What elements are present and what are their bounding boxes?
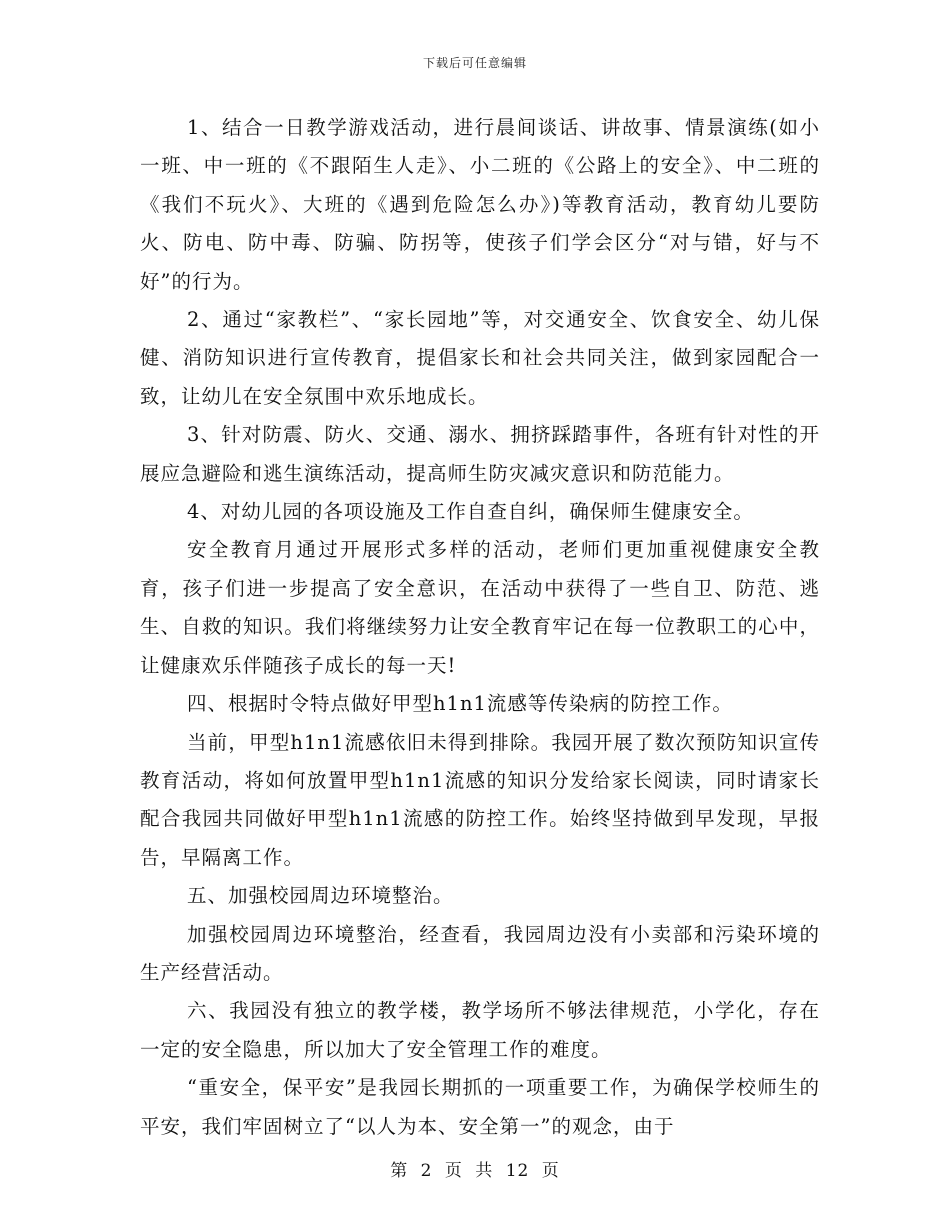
document-body (140, 109, 820, 1146)
paragraph: 当前，甲型h1n1流感依旧未得到排除。我园开展了数次预防知识宣传教育活动，将如何放置甲型h1n1流感的知识分发给家长阅读，同时请家长配合我园共同做好甲型h1n1流感的防控工作。始终坚持做到早发现，早报告，早隔离工作。 (140, 730, 820, 869)
paragraph: 2、通过“家教栏”、“家长园地”等，对交通安全、饮食安全、幼儿保健、消防知识进行宣传教育，提倡家长和社会共同关注，做到家园配合一致，让幼儿在安全氛围中欢乐地成长。 (140, 308, 820, 408)
page-footer: 第 2 页 共 12 页 (390, 1161, 560, 1181)
paragraph: 3、针对防震、防火、交通、溺水、拥挤踩踏事件，各班有针对性的开展应急避险和逃生演练活动，提高师生防灾减灾意识和防范能力。 (140, 423, 820, 485)
paragraph: 1、结合一日教学游戏活动，进行晨间谈话、讲故事、情景演练(如小一班、中一班的《不跟陌生人走》、小二班的《公路上的安全》、中二班的《我们不玩火》、大班的《遇到危险怎么办》)等教育活动，教育幼儿要防火、防电、防中毒、防骗、防拐等，使孩子们学会区分“对与错，好与不好”的行为。 (140, 116, 820, 293)
paragraph: 加强校园周边环境整治，经查看，我园周边没有小卖部和污染环境的生产经营活动。 (140, 922, 820, 984)
section-heading: 六、我园没有独立的教学楼，教学场所不够法律规范，小学化，存在一定的安全隐患，所以加大了安全管理工作的难度。 (140, 999, 820, 1061)
paragraph: 安全教育月通过开展形式多样的活动，老师们更加重视健康安全教育，孩子们进一步提高了安全意识，在活动中获得了一些自卫、防范、逃生、自救的知识。我们将继续努力让安全教育牢记在每一位教职工的心中，让健康欢乐伴随孩子成长的每一天! (140, 538, 820, 677)
paragraph: 4、对幼儿园的各项设施及工作自查自纠，确保师生健康安全。 (187, 500, 754, 524)
page-header: 下载后可任意编辑 (422, 56, 527, 70)
section-heading: 五、加强校园周边环境整治。 (187, 884, 454, 908)
section-heading: 四、根据时令特点做好甲型h1n1流感等传染病的防控工作。 (187, 692, 733, 716)
paragraph: “重安全，保平安”是我园长期抓的一项重要工作，为确保学校师生的平安，我们牢固树立了“以人为本、安全第一”的观念，由于 (140, 1076, 820, 1138)
